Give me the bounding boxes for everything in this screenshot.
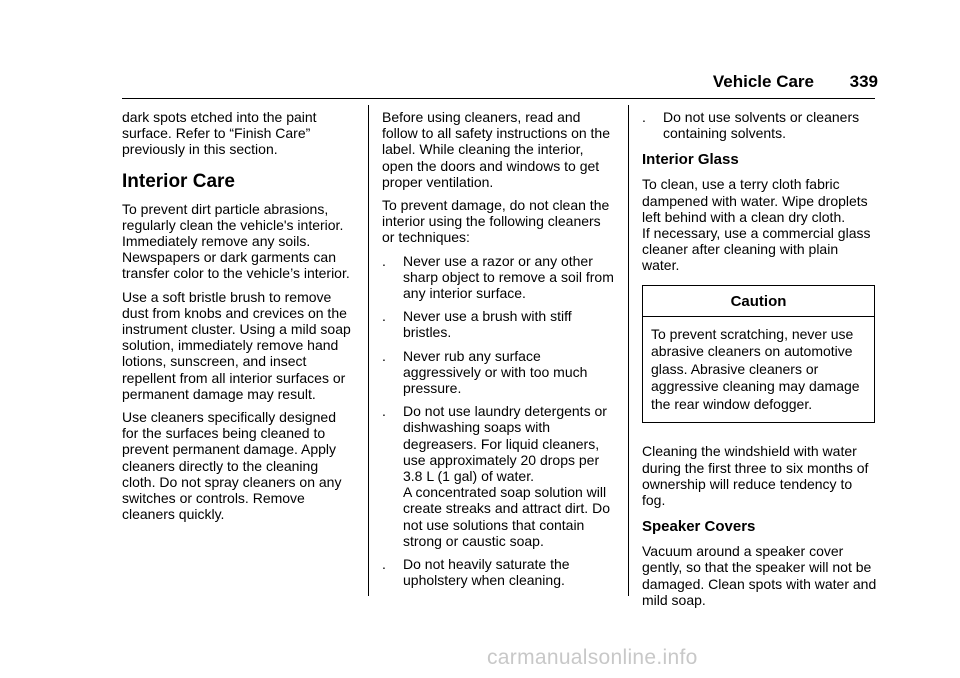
subheading-speaker-covers: Speaker Covers [642,518,756,536]
list-item [382,556,616,588]
caution-title: Caution [643,286,874,317]
paragraph: If necessary, use a commercial glass cleaner after cleaning with plain water. [642,225,871,274]
list-item-text: Do not heavily saturate the upholstery when cleaning. [403,556,570,589]
section-heading-interior-care: Interior Care [122,170,235,192]
bullet-mark: . [382,556,386,573]
paragraph: Use a soft bristle brush to remove dust from knobs and crevices on the instrument cluster. Using a mild soap solution, immediately remove hand lotions, sunscreen, and insect repellent from all interior surfaces or permanent damage may result. [122,288,351,402]
list-item [382,308,616,340]
bullet-mark: . [382,252,386,269]
column-divider-1 [368,105,369,596]
paragraph: Before using cleaners, read and follow to all safety instructions on the label. While cleaning the interior, open the doors and windows to get proper ventilation. [382,109,611,190]
paragraph: Use cleaners specifically designed for the surfaces being cleaned to prevent permanent damage. Apply cleaners directly to the cleaning cloth. Do not spray cleaners on any switches or controls. Remove cleaners quickly. [122,409,342,523]
list-item-text: Never use a razor or any other sharp object to remove a soil from any interior surface. [403,252,614,302]
paragraph: To prevent damage, do not clean the interior using the following cleaners or techniques: [382,197,610,246]
list-item-text: Never rub any surface aggressively or with too much pressure. [403,347,588,397]
column-1 [122,109,354,529]
list-item [642,109,877,141]
watermark-text: carmanualsonline.info [487,646,698,669]
bullet-mark: . [382,308,386,325]
list-item-continuation: A concentrated soap solution will create streaks and attract dirt. Do not use solutions that contain strong or caustic soap. [403,484,610,549]
header-rule [122,98,875,99]
bullet-mark: . [382,403,386,420]
caution-box [642,285,875,424]
list-item [382,348,616,397]
paragraph: Cleaning the windshield with water during the first three to six months of ownership will reduce tendency to fog. [642,443,869,508]
column-2 [382,109,616,595]
list-item [382,253,616,302]
list-item-text: Do not use solvents or cleaners containing solvents. [663,109,860,142]
list-item [382,403,616,549]
section-title: Vehicle Care [712,72,814,91]
paragraph: To prevent dirt particle abrasions, regularly clean the vehicle's interior. Immediately remove any soils. Newspapers or dark garments can transfer color to the vehicle’s interior. [122,200,350,282]
paragraph: Vacuum around a speaker cover gently, so that the speaker will not be damaged. Clean spots with water and mild soap. [642,543,877,608]
bullet-mark: . [642,109,646,125]
paragraph: dark spots etched into the paint surface. Refer to “Finish Care” previously in this section. [122,109,317,158]
subheading-interior-glass: Interior Glass [642,151,739,169]
page-number: 339 [849,72,878,91]
page-header [0,71,878,95]
column-3 [642,109,877,615]
caution-text: To prevent scratching, never use abrasive cleaners on automotive glass. Abrasive cleaners or aggressive cleaning may damage the rear window defogger. [651,325,860,412]
paragraph: To clean, use a terry cloth fabric dampened with water. Wipe droplets left behind with a clean dry cloth. [642,176,868,225]
bullet-mark: . [382,347,386,364]
list-item-text: Never use a brush with stiff bristles. [403,308,572,341]
column-divider-2 [628,105,629,596]
list-item-text: Do not use laundry detergents or dishwashing soaps with degreasers. For liquid cleaners, use approximately 20 drops per 3.8 L (1 gal) of water. [403,403,607,485]
